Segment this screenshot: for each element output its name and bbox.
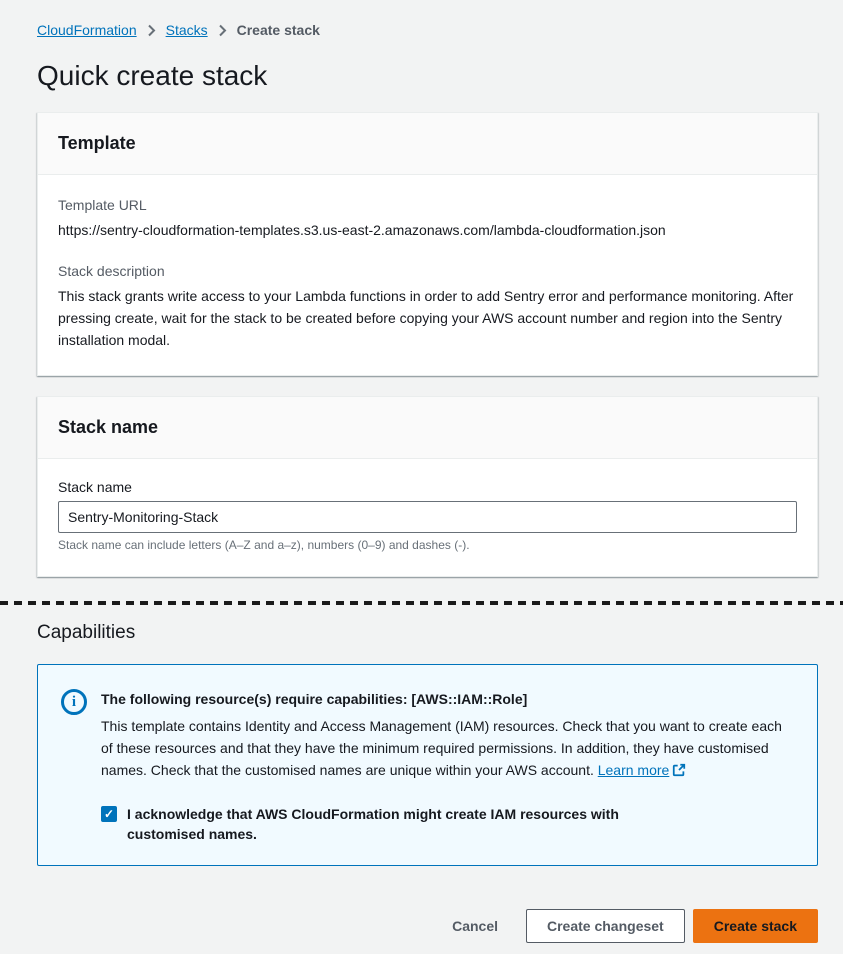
create-stack-button[interactable]: Create stack [693, 909, 818, 943]
capabilities-section [0, 622, 843, 943]
screenshot-stitch-divider [0, 601, 843, 605]
alert-content [101, 689, 793, 844]
create-changeset-button[interactable]: Create changeset [526, 909, 685, 943]
alert-title: The following resource(s) require capabilities: [AWS::IAM::Role] [101, 691, 528, 707]
chevron-right-icon [218, 24, 227, 37]
chevron-right-icon [147, 24, 156, 37]
stack-name-helper-text: Stack name can include letters (A–Z and a–z), numbers (0–9) and dashes (-). [58, 538, 470, 552]
template-url-label: Template URL [58, 197, 147, 213]
template-url-field [58, 195, 797, 241]
page-title: Quick create stack [37, 60, 268, 91]
template-section-title: Template [58, 133, 136, 153]
stack-name-section [37, 396, 818, 577]
template-section-body [38, 175, 817, 375]
info-icon [61, 689, 87, 715]
stack-name-field-label: Stack name [58, 479, 132, 495]
template-url-value: https://sentry-cloudformation-templates.s3.us-east-2.amazonaws.com/lambda-cloudformation.json [58, 222, 666, 238]
stack-name-input[interactable] [58, 501, 797, 533]
template-section [37, 112, 818, 376]
acknowledge-checkbox[interactable] [101, 806, 117, 822]
stack-description-value: This stack grants write access to your Lambda functions in order to add Sentry error and performance monitoring. After pressing create, wait for the stack to be created before copying your AWS account number and region into the Sentry installation modal. [58, 288, 794, 348]
learn-more-label: Learn more [597, 762, 670, 778]
breadcrumb-current: Create stack [236, 22, 320, 38]
external-link-icon [672, 761, 686, 783]
capabilities-info-alert [37, 664, 818, 866]
info-icon-glyph: i [71, 693, 77, 710]
stack-name-section-title: Stack name [58, 417, 159, 437]
breadcrumb-link-stacks[interactable]: Stacks [165, 22, 208, 38]
checkmark-icon: ✓ [103, 807, 115, 821]
template-section-header [38, 113, 817, 175]
cancel-button[interactable]: Cancel [448, 912, 502, 940]
footer-actions [37, 909, 818, 943]
stack-description-field [58, 261, 797, 351]
capabilities-title: Capabilities [37, 622, 136, 643]
learn-more-link[interactable] [598, 762, 687, 778]
stack-name-section-header [38, 397, 817, 459]
acknowledge-label: I acknowledge that AWS CloudFormation might create IAM resources with customised names. [127, 806, 619, 842]
acknowledge-row [101, 804, 793, 844]
breadcrumb-link-cloudformation[interactable]: CloudFormation [37, 22, 137, 38]
alert-body-text: This template contains Identity and Access Management (IAM) resources. Check that you want to create each of these resources and that they have the minimum required permissions. In addition, they have customised names. Check that the customised names are unique within your AWS account. [101, 718, 782, 778]
stack-name-section-body [38, 459, 817, 576]
breadcrumb [37, 0, 818, 38]
alert-body [101, 715, 791, 783]
stack-description-label: Stack description [58, 263, 165, 279]
